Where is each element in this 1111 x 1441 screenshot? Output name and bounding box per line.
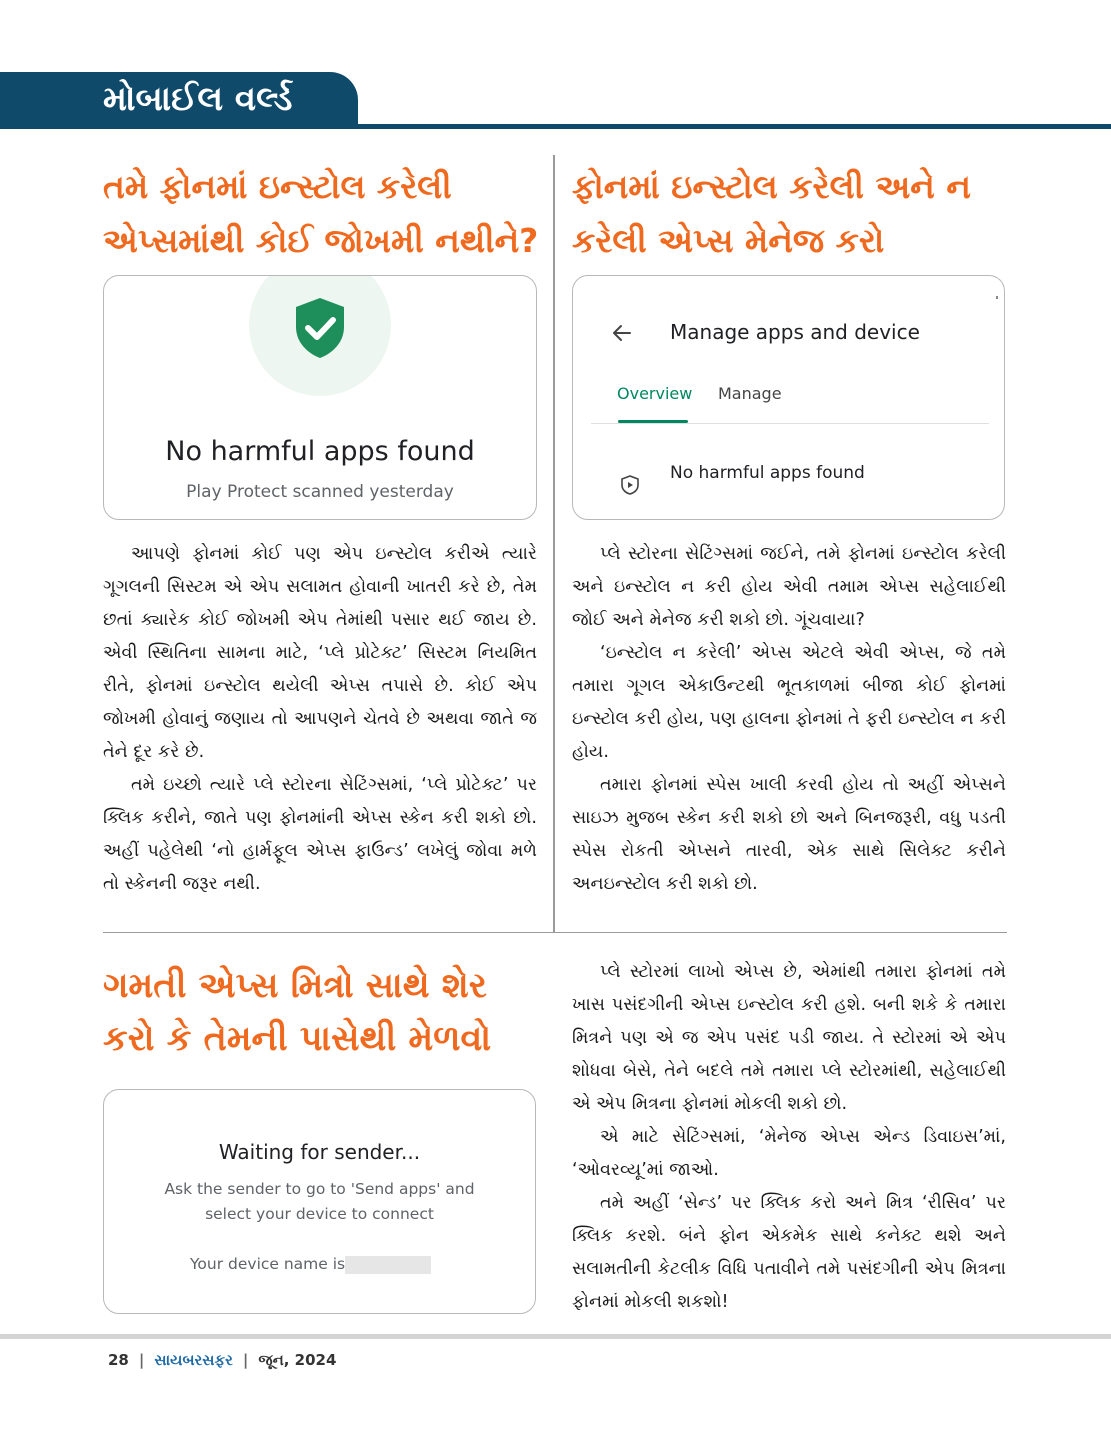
section-label: મોબાઈલ વર્લ્ડ [103,79,293,119]
row-divider [103,932,1007,933]
footer-separator: | [138,1351,145,1369]
article2-heading: ફોનમાં ઇન્સ્ટોલ કરેલી અને ન કરેલી એપ્સ મેનેજ કરો [572,167,971,260]
article1-heading: તમે ફોનમાં ઇન્સ્ટોલ કરેલી એપ્સમાંથી કોઈ જોખમી નથીને? [103,167,539,260]
card-title: No harmful apps found [165,436,475,467]
play-protect-card [103,275,537,520]
issue-date: જૂન, 2024 [258,1351,337,1369]
scroll-mark [996,296,998,299]
screen-title: Manage apps and device [670,320,920,344]
footer-rule [0,1334,1111,1339]
page-number: 28 [108,1351,129,1369]
article1-body [103,538,537,901]
back-arrow-icon[interactable] [610,321,634,345]
waiting-title: Waiting for sender... [218,1140,421,1164]
waiting-sender-card [103,1089,536,1314]
paragraph: આપણે ફોનમાં કોઈ પણ એપ ઇન્સ્ટોલ કરીએ ત્યારે ગૂગલની સિસ્ટમ એ એપ સલામત હોવાની ખાતરી કરે છે, તેમ છતાં ક્યારેક કોઈ જોખમી એપ તેમાંથી પસાર થઈ જાય છે. એવી સ્થિતિના સામના માટે, ‘પ્લે પ્રોટેક્ટ’ સિસ્ટમ નિયમિત રીતે, ફોનમાં ઇન્સ્ટોલ થયેલી એપ્સ તપાસે છે. કોઈ એપ જોખમી હોવાનું જણાય તો આપણને ચેતવે છે અથવા જાતે જ તેને દૂર કરે છે. [103,544,537,762]
page-footer [108,1351,336,1369]
paragraph: એ માટે સેટિંગ્સમાં, ‘મેનેજ એપ્સ એન્ડ ડિવાઇસ’માં, ‘ઓવરવ્યૂ’માં જાઓ. [572,1127,1006,1180]
status-row-text[interactable]: No harmful apps found [670,463,865,483]
paragraph: તમે અહીં ‘સેન્ડ’ પર ક્લિક કરો અને મિત્ર ‘રીસિવ’ પર ક્લિક કરશે. બંને ફોન એકમેક સાથે કનેક્ટ થશે અને સલામતીની કેટલીક વિધિ પતાવીને તમે પસંદગીની એપ મિત્રના ફોનમાં મોકલી શકશો! [572,1193,1006,1312]
manage-apps-card [572,275,1005,520]
shield-check-icon [292,296,348,360]
footer-separator: | [242,1351,249,1369]
article3-body [572,956,1006,1319]
magazine-name: સાયબરસફર [154,1351,233,1369]
card-subtitle: Play Protect scanned yesterday [186,482,454,502]
header-rule [0,124,1111,129]
device-name-label: Your device name is [190,1255,346,1273]
column-divider [553,155,555,933]
device-name-redacted [345,1256,431,1274]
paragraph: પ્લે સ્ટોરમાં લાખો એપ્સ છે, એમાંથી તમારા ફોનમાં તમે ખાસ પસંદગીની એપ્સ ઇન્સ્ટોલ કરી હશે. બની શકે કે તમારા મિત્રને પણ એ જ એપ પસંદ પડી જાય. તે સ્ટોરમાં એ એપ શોધવા બેસે, તેને બદલે તમે તમારા પ્લે સ્ટોરમાંથી, સહેલાઈથી એ એપ મિત્રના ફોનમાં મોકલી શકો છો. [572,962,1006,1114]
paragraph: ‘ઇન્સ્ટોલ ન કરેલી’ એપ્સ એટલે એવી એપ્સ, જે તમે તમારા ગૂગલ એકાઉન્ટથી ભૂતકાળમાં બીજા કોઈ ફોનમાં ઇન્સ્ટોલ કરી હોય, પણ હાલના ફોનમાં તે ફરી ઇન્સ્ટોલ ન કરી હોય. [572,643,1006,762]
article3-heading: ગમતી એપ્સ મિત્રો સાથે શેર કરો કે તેમની પાસેથી મેળવો [103,966,492,1059]
instruction-line-2: select your device to connect [205,1205,434,1223]
tab-divider [591,423,989,424]
paragraph: તમારા ફોનમાં સ્પેસ ખાલી કરવી હોય તો અહીં એપ્સને સાઇઝ મુજબ સ્કેન કરી શકો છો અને બિનજરૂરી, વધુ પડતી સ્પેસ રોકતી એપ્સને તારવી, એક સાથે સિલેક્ટ કરીને અનઇન્સ્ટોલ કરી શકો છો. [572,775,1006,894]
article2-body [572,538,1006,901]
play-protect-icon [619,474,641,496]
tab-manage[interactable]: Manage [718,384,782,403]
paragraph: તમે ઇચ્છો ત્યારે પ્લે સ્ટોરના સેટિંગ્સમાં, ‘પ્લે પ્રોટેક્ટ’ પર ક્લિક કરીને, જાતે પણ ફોનમાંની એપ્સ સ્કેન કરી શકો છો. અહીં પહેલેથી ‘નો હાર્મફૂલ એપ્સ ફાઉન્ડ’ લખેલું જોવા મળે તો સ્કેનની જરૂર નથી. [103,775,537,894]
instruction-line-1: Ask the sender to go to 'Send apps' and [164,1180,475,1198]
paragraph: પ્લે સ્ટોરના સેટિંગ્સમાં જઈને, તમે ફોનમાં ઇન્સ્ટોલ કરેલી અને ઇન્સ્ટોલ ન કરી હોય એવી તમામ એપ્સ સહેલાઈથી જોઈ અને મેનેજ કરી શકો છો. ગૂંચવાયા? [572,544,1006,630]
tab-overview[interactable]: Overview [617,384,693,403]
section-header [0,72,358,126]
